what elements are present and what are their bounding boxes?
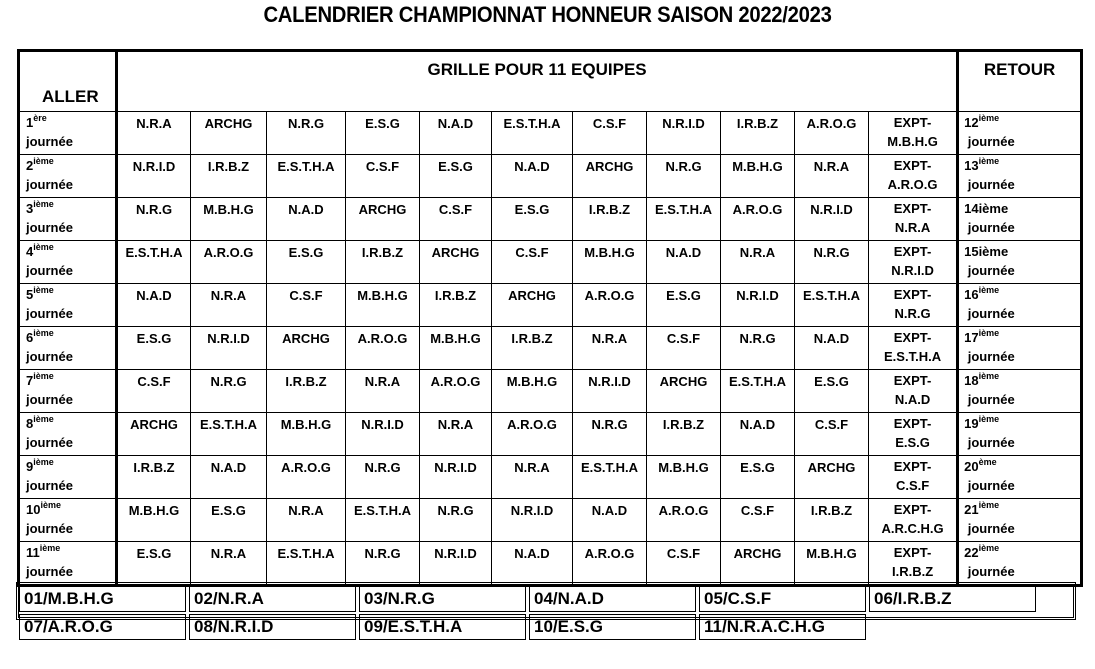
day-suffix: ième bbox=[33, 414, 54, 424]
day-word: journée bbox=[26, 263, 73, 278]
exempt-cell bbox=[869, 284, 958, 327]
exempt-team: A.R.O.G bbox=[887, 177, 938, 192]
team-cell: N.R.A bbox=[420, 413, 492, 456]
retour-number: 14ième bbox=[964, 201, 1009, 216]
retour-word: journée bbox=[967, 263, 1015, 278]
team-legend bbox=[16, 584, 1039, 642]
team-cell: N.A.D bbox=[647, 241, 721, 284]
day-word: journée bbox=[26, 177, 73, 192]
retour-suffix: ième bbox=[978, 328, 1000, 338]
team-cell: C.S.F bbox=[647, 327, 721, 370]
legend-item: 06/I.R.B.Z bbox=[869, 586, 1036, 612]
exempt-team: N.R.I.D bbox=[891, 263, 934, 278]
aller-day-cell bbox=[19, 284, 117, 327]
team-cell: I.R.B.Z bbox=[721, 112, 795, 155]
exempt-team: C.S.F bbox=[895, 478, 930, 493]
exempt-label: EXPT- bbox=[893, 201, 932, 216]
exempt-cell bbox=[869, 327, 958, 370]
team-cell: N.R.G bbox=[573, 413, 647, 456]
day-suffix: ième bbox=[33, 371, 54, 381]
aller-day-cell bbox=[19, 499, 117, 542]
schedule-row bbox=[19, 284, 1082, 327]
day-number: 5 bbox=[26, 287, 34, 302]
team-cell: E.S.T.H.A bbox=[647, 198, 721, 241]
team-cell: M.B.H.G bbox=[346, 284, 420, 327]
day-number: 2 bbox=[26, 158, 34, 173]
day-suffix: ième bbox=[33, 199, 54, 209]
exempt-team: N.R.A bbox=[894, 220, 931, 235]
team-cell: I.R.B.Z bbox=[267, 370, 346, 413]
retour-word: journée bbox=[967, 134, 1015, 149]
retour-word: journée bbox=[967, 435, 1015, 450]
aller-day-cell bbox=[19, 241, 117, 284]
day-suffix: ième bbox=[33, 156, 54, 166]
team-cell: E.S.G bbox=[647, 284, 721, 327]
header-aller: ALLER bbox=[19, 51, 117, 112]
team-cell: ARCHG bbox=[346, 198, 420, 241]
team-cell: C.S.F bbox=[420, 198, 492, 241]
retour-word: journée bbox=[967, 306, 1015, 321]
team-cell: E.S.T.H.A bbox=[492, 112, 573, 155]
team-cell: N.A.D bbox=[117, 284, 191, 327]
team-cell: N.R.G bbox=[191, 370, 267, 413]
team-cell: M.B.H.G bbox=[191, 198, 267, 241]
retour-number: 16 bbox=[964, 287, 979, 302]
team-cell: A.R.O.G bbox=[420, 370, 492, 413]
team-cell: A.R.O.G bbox=[492, 413, 573, 456]
day-suffix: ième bbox=[39, 543, 61, 553]
exempt-label: EXPT- bbox=[893, 502, 932, 517]
legend-item: 02/N.R.A bbox=[189, 586, 356, 612]
team-cell: E.S.G bbox=[346, 112, 420, 155]
exempt-cell bbox=[869, 370, 958, 413]
team-cell: N.R.I.D bbox=[117, 155, 191, 198]
team-cell: N.A.D bbox=[191, 456, 267, 499]
team-cell: N.R.A bbox=[721, 241, 795, 284]
retour-suffix: ième bbox=[978, 414, 1000, 424]
retour-day-cell bbox=[958, 155, 1082, 198]
schedule-row bbox=[19, 241, 1082, 284]
retour-number: 15ième bbox=[964, 244, 1009, 259]
team-cell: N.R.A bbox=[267, 499, 346, 542]
day-number: 8 bbox=[26, 416, 34, 431]
team-cell: N.A.D bbox=[420, 112, 492, 155]
exempt-team: I.R.B.Z bbox=[891, 564, 934, 579]
day-number: 4 bbox=[26, 244, 34, 259]
team-cell: N.A.D bbox=[492, 155, 573, 198]
team-cell: E.S.G bbox=[117, 327, 191, 370]
retour-number: 12 bbox=[964, 115, 979, 130]
team-cell: N.R.A bbox=[795, 155, 869, 198]
day-suffix: ième bbox=[33, 242, 54, 252]
team-cell: ARCHG bbox=[420, 241, 492, 284]
legend-row bbox=[19, 614, 1036, 640]
team-cell: I.R.B.Z bbox=[573, 198, 647, 241]
team-cell: E.S.G bbox=[191, 499, 267, 542]
schedule-row bbox=[19, 456, 1082, 499]
exempt-cell bbox=[869, 413, 958, 456]
team-cell: N.R.A bbox=[191, 542, 267, 586]
day-number: 10 bbox=[26, 502, 41, 517]
aller-day-cell bbox=[19, 370, 117, 413]
team-cell: E.S.T.H.A bbox=[346, 499, 420, 542]
exempt-label: EXPT- bbox=[893, 330, 932, 345]
legend-item: 08/N.R.I.D bbox=[189, 614, 356, 640]
team-cell: E.S.T.H.A bbox=[721, 370, 795, 413]
team-cell: M.B.H.G bbox=[721, 155, 795, 198]
team-cell: N.R.A bbox=[117, 112, 191, 155]
legend-item: 07/A.R.O.G bbox=[19, 614, 186, 640]
retour-day-cell bbox=[958, 112, 1082, 155]
exempt-cell bbox=[869, 198, 958, 241]
day-word: journée bbox=[26, 564, 73, 579]
retour-suffix: ième bbox=[978, 543, 1000, 553]
team-cell: N.R.G bbox=[721, 327, 795, 370]
day-number: 1 bbox=[26, 115, 34, 130]
team-cell: N.R.G bbox=[346, 456, 420, 499]
retour-number: 19 bbox=[964, 416, 979, 431]
exempt-cell bbox=[869, 155, 958, 198]
day-number: 6 bbox=[26, 330, 34, 345]
team-cell: ARCHG bbox=[721, 542, 795, 586]
team-cell: ARCHG bbox=[492, 284, 573, 327]
retour-word: journée bbox=[967, 521, 1015, 536]
team-cell: E.S.G bbox=[492, 198, 573, 241]
schedule-row bbox=[19, 499, 1082, 542]
legend-item: 05/C.S.F bbox=[699, 586, 866, 612]
exempt-team: N.A.D bbox=[894, 392, 931, 407]
day-word: journée bbox=[26, 521, 73, 536]
exempt-team: M.B.H.G bbox=[887, 134, 938, 149]
retour-word: journée bbox=[967, 478, 1015, 493]
day-number: 3 bbox=[26, 201, 34, 216]
team-cell: ARCHG bbox=[117, 413, 191, 456]
retour-day-cell bbox=[958, 413, 1082, 456]
team-cell: A.R.O.G bbox=[267, 456, 346, 499]
legend-item: 10/E.S.G bbox=[529, 614, 696, 640]
retour-number: 20 bbox=[964, 459, 979, 474]
aller-day-cell bbox=[19, 542, 117, 586]
team-cell: E.S.G bbox=[420, 155, 492, 198]
day-word: journée bbox=[26, 478, 73, 493]
retour-day-cell bbox=[958, 456, 1082, 499]
team-cell: I.R.B.Z bbox=[492, 327, 573, 370]
day-number: 9 bbox=[26, 459, 34, 474]
team-cell: N.A.D bbox=[573, 499, 647, 542]
header-grille: GRILLE POUR 11 EQUIPES bbox=[117, 51, 958, 112]
retour-suffix: ème bbox=[978, 457, 997, 467]
team-cell: A.R.O.G bbox=[573, 542, 647, 586]
team-cell: M.B.H.G bbox=[267, 413, 346, 456]
team-cell: M.B.H.G bbox=[420, 327, 492, 370]
retour-number: 21 bbox=[964, 502, 979, 517]
day-suffix: ième bbox=[33, 457, 54, 467]
retour-day-cell bbox=[958, 499, 1082, 542]
retour-day-cell bbox=[958, 198, 1082, 241]
team-cell: A.R.O.G bbox=[721, 198, 795, 241]
team-cell: N.R.G bbox=[117, 198, 191, 241]
team-cell: N.A.D bbox=[492, 542, 573, 586]
retour-number: 22 bbox=[964, 545, 979, 560]
team-cell: ARCHG bbox=[573, 155, 647, 198]
schedule-grid bbox=[17, 49, 1083, 587]
exempt-label: EXPT- bbox=[893, 115, 932, 130]
day-word: journée bbox=[26, 134, 73, 149]
team-cell: N.R.I.D bbox=[492, 499, 573, 542]
exempt-label: EXPT- bbox=[893, 287, 932, 302]
day-word: journée bbox=[26, 392, 73, 407]
team-cell: M.B.H.G bbox=[117, 499, 191, 542]
team-cell: E.S.G bbox=[795, 370, 869, 413]
retour-word: journée bbox=[967, 392, 1015, 407]
exempt-label: EXPT- bbox=[893, 545, 932, 560]
day-number: 11 bbox=[26, 545, 40, 560]
aller-day-cell bbox=[19, 327, 117, 370]
retour-suffix: ième bbox=[978, 156, 1000, 166]
retour-suffix: ième bbox=[978, 285, 1000, 295]
team-cell: C.S.F bbox=[117, 370, 191, 413]
exempt-team: N.R.G bbox=[894, 306, 931, 321]
team-cell: N.R.G bbox=[346, 542, 420, 586]
team-cell: N.R.G bbox=[647, 155, 721, 198]
retour-day-cell bbox=[958, 542, 1082, 586]
retour-number: 13 bbox=[964, 158, 979, 173]
exempt-label: EXPT- bbox=[893, 244, 932, 259]
retour-day-cell bbox=[958, 284, 1082, 327]
team-cell: E.S.T.H.A bbox=[117, 241, 191, 284]
legend-row bbox=[19, 586, 1036, 612]
schedule-body bbox=[19, 112, 1082, 586]
team-cell: I.R.B.Z bbox=[647, 413, 721, 456]
team-cell: N.R.G bbox=[420, 499, 492, 542]
exempt-label: EXPT- bbox=[893, 416, 932, 431]
team-cell: ARCHG bbox=[191, 112, 267, 155]
retour-word: journée bbox=[967, 349, 1015, 364]
team-cell: E.S.T.H.A bbox=[267, 542, 346, 586]
exempt-cell bbox=[869, 241, 958, 284]
retour-word: journée bbox=[967, 564, 1015, 579]
team-cell: A.R.O.G bbox=[346, 327, 420, 370]
team-cell: C.S.F bbox=[721, 499, 795, 542]
team-cell: E.S.G bbox=[117, 542, 191, 586]
team-cell: N.R.I.D bbox=[721, 284, 795, 327]
day-suffix: ième bbox=[33, 328, 54, 338]
aller-day-cell bbox=[19, 112, 117, 155]
team-cell: C.S.F bbox=[795, 413, 869, 456]
day-number: 7 bbox=[26, 373, 34, 388]
team-cell: A.R.O.G bbox=[573, 284, 647, 327]
team-cell: E.S.G bbox=[721, 456, 795, 499]
aller-day-cell bbox=[19, 198, 117, 241]
retour-day-cell bbox=[958, 370, 1082, 413]
team-cell: C.S.F bbox=[267, 284, 346, 327]
team-cell: A.R.O.G bbox=[647, 499, 721, 542]
legend-item: 03/N.R.G bbox=[359, 586, 526, 612]
team-cell: N.A.D bbox=[795, 327, 869, 370]
aller-day-cell bbox=[19, 155, 117, 198]
legend-item: 01/M.B.H.G bbox=[19, 586, 186, 612]
team-cell: N.R.A bbox=[346, 370, 420, 413]
team-cell: M.B.H.G bbox=[573, 241, 647, 284]
team-cell: N.R.I.D bbox=[420, 456, 492, 499]
team-cell: N.R.I.D bbox=[795, 198, 869, 241]
aller-day-cell bbox=[19, 456, 117, 499]
team-cell: N.R.I.D bbox=[191, 327, 267, 370]
day-word: journée bbox=[26, 349, 73, 364]
schedule-row bbox=[19, 413, 1082, 456]
team-cell: E.S.T.H.A bbox=[795, 284, 869, 327]
retour-word: journée bbox=[967, 220, 1015, 235]
retour-word: journée bbox=[967, 177, 1015, 192]
legend-empty bbox=[869, 614, 1036, 640]
header-retour: RETOUR bbox=[958, 51, 1082, 112]
exempt-cell bbox=[869, 112, 958, 155]
day-word: journée bbox=[26, 220, 73, 235]
retour-day-cell bbox=[958, 327, 1082, 370]
team-cell: N.R.I.D bbox=[573, 370, 647, 413]
team-cell: C.S.F bbox=[492, 241, 573, 284]
team-cell: ARCHG bbox=[267, 327, 346, 370]
schedule-row bbox=[19, 198, 1082, 241]
day-word: journée bbox=[26, 435, 73, 450]
team-cell: C.S.F bbox=[573, 112, 647, 155]
retour-suffix: ième bbox=[978, 500, 1000, 510]
team-cell: N.R.G bbox=[795, 241, 869, 284]
legend-item: 11/N.R.A.C.H.G bbox=[699, 614, 866, 640]
retour-number: 18 bbox=[964, 373, 979, 388]
day-word: journée bbox=[26, 306, 73, 321]
team-cell: N.R.I.D bbox=[647, 112, 721, 155]
team-cell: A.R.O.G bbox=[795, 112, 869, 155]
team-cell: I.R.B.Z bbox=[191, 155, 267, 198]
team-cell: I.R.B.Z bbox=[346, 241, 420, 284]
retour-suffix: ième bbox=[978, 371, 1000, 381]
day-suffix: ère bbox=[33, 113, 47, 123]
exempt-label: EXPT- bbox=[893, 373, 932, 388]
schedule-row bbox=[19, 542, 1082, 586]
team-cell: ARCHG bbox=[647, 370, 721, 413]
team-cell: E.S.T.H.A bbox=[191, 413, 267, 456]
legend-item: 04/N.A.D bbox=[529, 586, 696, 612]
team-cell: N.R.I.D bbox=[420, 542, 492, 586]
team-cell: M.B.H.G bbox=[492, 370, 573, 413]
team-cell: ARCHG bbox=[795, 456, 869, 499]
team-cell: M.B.H.G bbox=[647, 456, 721, 499]
exempt-cell bbox=[869, 542, 958, 586]
team-cell: N.R.I.D bbox=[346, 413, 420, 456]
page-title: CALENDRIER CHAMPIONNAT HONNEUR SAISON 2022/2023 bbox=[263, 2, 832, 27]
exempt-cell bbox=[869, 499, 958, 542]
exempt-cell bbox=[869, 456, 958, 499]
retour-number: 17 bbox=[964, 330, 979, 345]
team-cell: E.S.T.H.A bbox=[573, 456, 647, 499]
exempt-label: EXPT- bbox=[893, 158, 932, 173]
team-cell: E.S.G bbox=[267, 241, 346, 284]
team-cell: A.R.O.G bbox=[191, 241, 267, 284]
retour-suffix: ième bbox=[978, 113, 1000, 123]
schedule-row bbox=[19, 327, 1082, 370]
team-cell: C.S.F bbox=[647, 542, 721, 586]
team-cell: N.R.A bbox=[573, 327, 647, 370]
schedule-row bbox=[19, 370, 1082, 413]
retour-day-cell bbox=[958, 241, 1082, 284]
team-cell: E.S.T.H.A bbox=[267, 155, 346, 198]
team-cell: I.R.B.Z bbox=[117, 456, 191, 499]
exempt-team: A.R.C.H.G bbox=[881, 521, 944, 536]
team-cell: N.A.D bbox=[267, 198, 346, 241]
team-cell: N.R.A bbox=[191, 284, 267, 327]
exempt-team: E.S.T.H.A bbox=[884, 349, 942, 364]
legend-item: 09/E.S.T.H.A bbox=[359, 614, 526, 640]
team-cell: N.A.D bbox=[721, 413, 795, 456]
team-cell: N.R.A bbox=[492, 456, 573, 499]
exempt-label: EXPT- bbox=[893, 459, 932, 474]
team-cell: M.B.H.G bbox=[795, 542, 869, 586]
aller-day-cell bbox=[19, 413, 117, 456]
day-suffix: ième bbox=[33, 285, 54, 295]
exempt-team: E.S.G bbox=[895, 435, 930, 450]
day-suffix: ième bbox=[40, 500, 61, 510]
team-cell: I.R.B.Z bbox=[420, 284, 492, 327]
team-cell: I.R.B.Z bbox=[795, 499, 869, 542]
team-cell: N.R.G bbox=[267, 112, 346, 155]
schedule-row bbox=[19, 112, 1082, 155]
schedule-row bbox=[19, 155, 1082, 198]
team-cell: C.S.F bbox=[346, 155, 420, 198]
